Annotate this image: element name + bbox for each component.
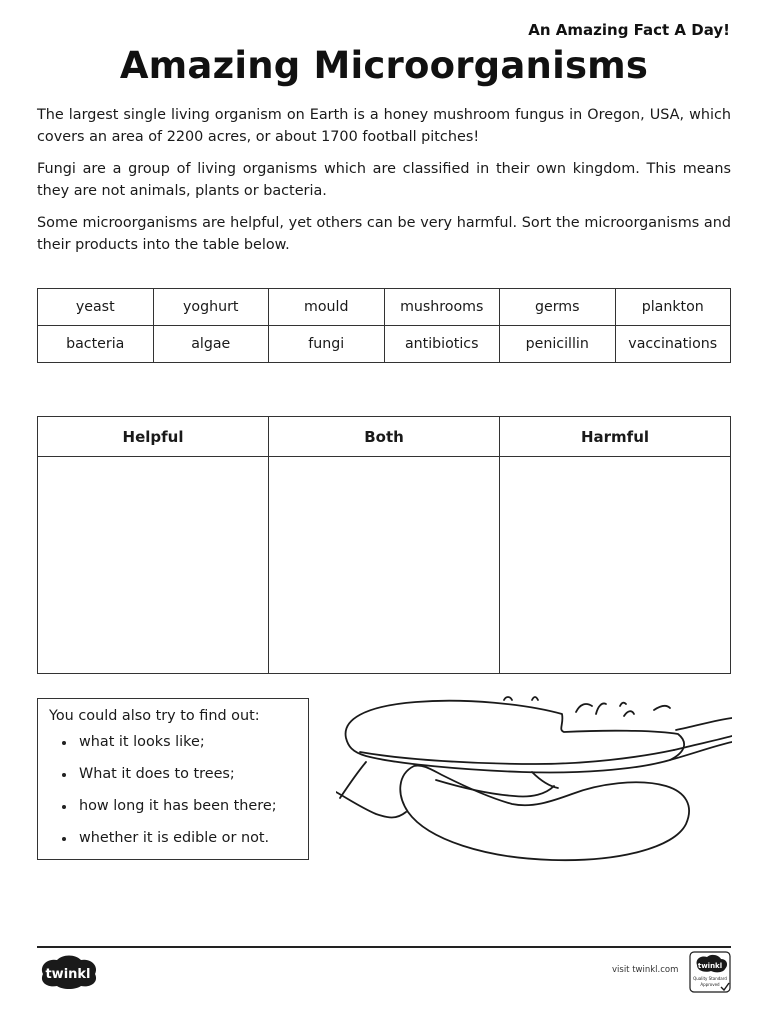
- word-bank-cell: plankton: [615, 289, 731, 326]
- word-bank-row: [38, 289, 731, 326]
- word-bank-cell: vaccinations: [615, 326, 731, 363]
- badge-brand: twinkl: [697, 962, 723, 970]
- word-bank-cell: antibiotics: [384, 326, 500, 363]
- page-title: Amazing Microorganisms: [119, 44, 649, 87]
- word-bank-row: [38, 326, 731, 363]
- bullet-icon: [62, 805, 66, 809]
- word-bank-cell: mould: [269, 289, 385, 326]
- quality-standard-badge-icon: [689, 951, 731, 993]
- badge-text-line: Quality Standard: [693, 976, 727, 981]
- list-item-text: what it looks like;: [79, 734, 205, 750]
- list-item: [49, 766, 308, 798]
- header-both: Both: [269, 417, 500, 457]
- list-item: [49, 734, 308, 766]
- sorting-table-header-row: [38, 417, 731, 457]
- paragraph-fungi: Fungi are a group of living organisms which are classified in their own kingdom. This means they are not animals, plants or bacteria.: [37, 161, 731, 199]
- header-helpful: Helpful: [38, 417, 269, 457]
- list-item: [49, 798, 308, 830]
- footer-divider: [37, 946, 731, 948]
- word-bank-cell: mushrooms: [384, 289, 500, 326]
- word-bank-cell: penicillin: [500, 326, 616, 363]
- word-bank-cell: yoghurt: [153, 289, 269, 326]
- both-answer-cell[interactable]: [269, 457, 500, 674]
- sorting-table-answer-row: [38, 457, 731, 674]
- find-out-title: You could also try to find out:: [49, 708, 260, 724]
- sorting-table: [37, 416, 731, 674]
- find-out-list: [49, 734, 308, 862]
- header-kicker: An Amazing Fact A Day!: [528, 21, 730, 39]
- header-harmful: Harmful: [500, 417, 731, 457]
- list-item-text: how long it has been there;: [79, 798, 277, 814]
- bullet-icon: [62, 741, 66, 745]
- helpful-answer-cell[interactable]: [38, 457, 269, 674]
- harmful-answer-cell[interactable]: [500, 457, 731, 674]
- paragraph-instructions: Some microorganisms are helpful, yet others can be very harmful. Sort the microorganisms and their products into the table below.: [37, 215, 731, 253]
- word-bank-cell: bacteria: [38, 326, 154, 363]
- bullet-icon: [62, 837, 66, 841]
- badge-text-line: Approved: [700, 982, 720, 987]
- word-bank-cell: algae: [153, 326, 269, 363]
- word-bank-cell: germs: [500, 289, 616, 326]
- twinkl-logo-icon: [37, 954, 99, 990]
- logo-text: twinkl: [45, 967, 91, 982]
- footer-visit-text: visit twinkl.com: [612, 965, 679, 975]
- find-out-box: [37, 698, 309, 860]
- list-item-text: What it does to trees;: [79, 766, 235, 782]
- bullet-icon: [62, 773, 66, 777]
- word-bank-cell: fungi: [269, 326, 385, 363]
- word-bank-cell: yeast: [38, 289, 154, 326]
- list-item: [49, 830, 308, 862]
- mushroom-fungus-illustration: [336, 690, 732, 866]
- paragraph-fact: The largest single living organism on Earth is a honey mushroom fungus in Oregon, USA, which covers an area of 2200 acres, or about 1700 football pitches!: [37, 107, 731, 145]
- word-bank-table: [37, 288, 731, 363]
- list-item-text: whether it is edible or not.: [79, 830, 270, 846]
